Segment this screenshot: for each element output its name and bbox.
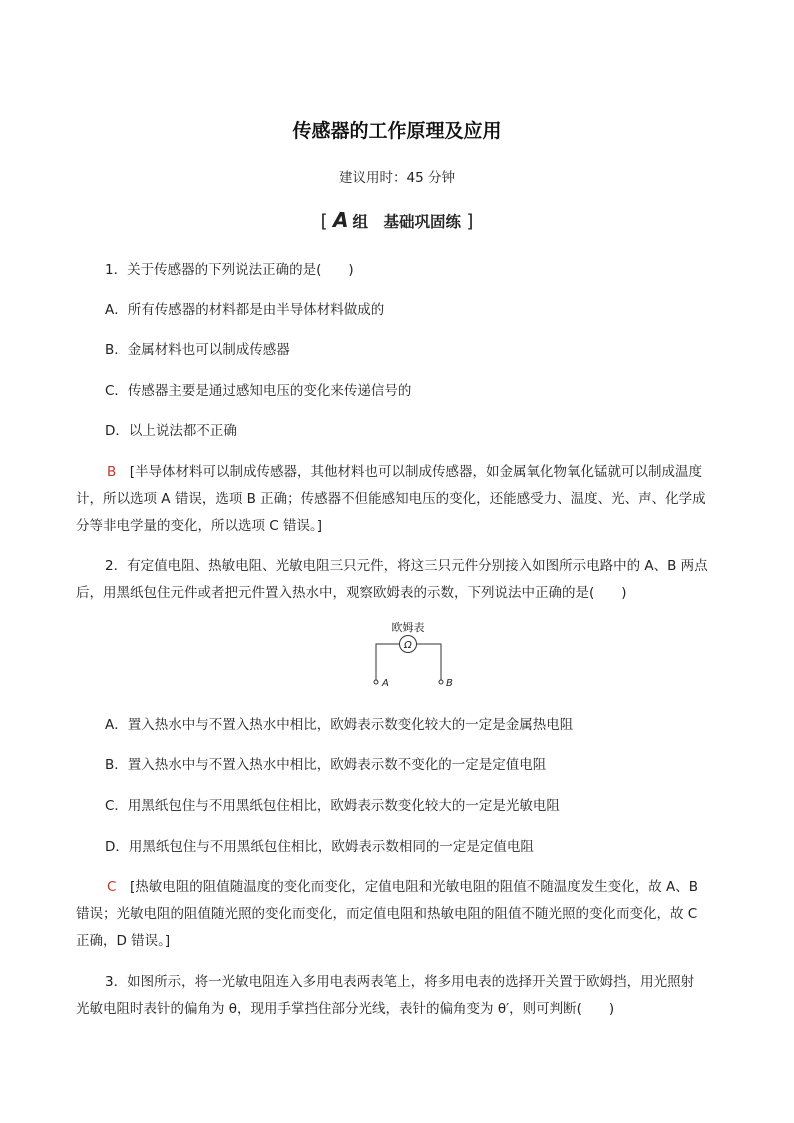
- question-1-option-a: A．所有传感器的材料都是由半导体材料做成的: [105, 302, 385, 318]
- terminal-b-label: B: [446, 678, 453, 689]
- group-label: 组 基础巩固练: [352, 213, 461, 231]
- wire-right: [417, 644, 442, 680]
- question-2-option-a: A．置入热水中与不置入热水中相比，欧姆表示数变化较大的一定是金属热电阻: [105, 717, 574, 733]
- question-2-option-b: B．置入热水中与不置入热水中相比，欧姆表示数不变化的一定是定值电阻: [105, 757, 547, 773]
- terminal-a-label: A: [382, 678, 389, 689]
- question-1-option-b: B．金属材料也可以制成传感器: [105, 342, 290, 358]
- question-1-option-d: D．以上说法都不正确: [105, 423, 237, 439]
- question-2-explanation-line-3: 正确，D 错误。]: [76, 933, 171, 949]
- ohmmeter-label: 欧姆表: [391, 621, 425, 634]
- question-1-explanation-line-3: 分等非电学量的变化，所以选项 C 错误。]: [76, 518, 323, 534]
- ohm-symbol: Ω: [404, 640, 412, 651]
- ohmmeter-circuit-figure: [360, 620, 460, 692]
- question-2-explanation-line-1: [107, 875, 698, 895]
- question-2-explanation-line-2: 错误；光敏电阻的阻值随光照的变化而变化，而定值电阻和热敏电阻的阻值不随光照的变化而变化，故 C: [76, 906, 698, 922]
- page-title: 传感器的工作原理及应用: [292, 120, 502, 142]
- question-3-stem-line-2: 光敏电阻时表针的偏角为 θ，现用手掌挡住部分光线，表针的偏角变为 θ′，则可判断( ): [76, 1001, 615, 1017]
- group-heading: [0, 208, 794, 232]
- question-1-answer: B: [107, 464, 117, 480]
- group-letter: A: [333, 208, 349, 232]
- terminal-b-dot: [439, 680, 443, 684]
- question-2-option-c: C．用黑纸包住与不用黑纸包住相比，欧姆表示数变化较大的一定是光敏电阻: [105, 798, 560, 814]
- question-2-explanation-text-1: [热敏电阻的阻值随温度的变化而变化，定值电阻和光敏电阻的阻值不随温度发生变化，故 A、B: [129, 879, 698, 895]
- question-1-stem: 1．关于传感器的下列说法正确的是( ): [105, 262, 354, 278]
- group-bracket-right: ]: [466, 211, 474, 232]
- question-1-explanation-line-1: [107, 460, 702, 480]
- question-2-answer: C: [107, 879, 117, 895]
- question-1-explanation-text-1: [半导体材料可以制成传感器，其他材料也可以制成传感器，如金属氧化物氧化锰就可以制成温度: [129, 464, 703, 480]
- question-1-explanation-line-2: 计，所以选项 A 错误，选项 B 正确；传感器不但能感知电压的变化，还能感受力、温度、光、声、化学成: [76, 491, 706, 507]
- question-2-option-d: D．用黑纸包住与不用黑纸包住相比，欧姆表示数相同的一定是定值电阻: [105, 839, 534, 855]
- wire-left: [376, 644, 400, 680]
- question-2-stem-line-1: 2．有定值电阻、热敏电阻、光敏电阻三只元件，将这三只元件分别接入如图所示电路中的 A、B 两点: [105, 558, 708, 574]
- suggested-time: 建议用时：45 分钟: [339, 170, 455, 186]
- question-3-stem-line-1: 3．如图所示，将一光敏电阻连入多用电表两表笔上，将多用电表的选择开关置于欧姆挡，用光照射: [105, 974, 695, 990]
- question-1-option-c: C．传感器主要是通过感知电压的变化来传递信号的: [105, 383, 412, 399]
- question-2-stem-line-2: 后，用黑纸包住元件或者把元件置入热水中，观察欧姆表的示数，下列说法中正确的是( ): [76, 585, 627, 601]
- terminal-a-dot: [374, 680, 378, 684]
- group-bracket-left: [: [320, 211, 328, 232]
